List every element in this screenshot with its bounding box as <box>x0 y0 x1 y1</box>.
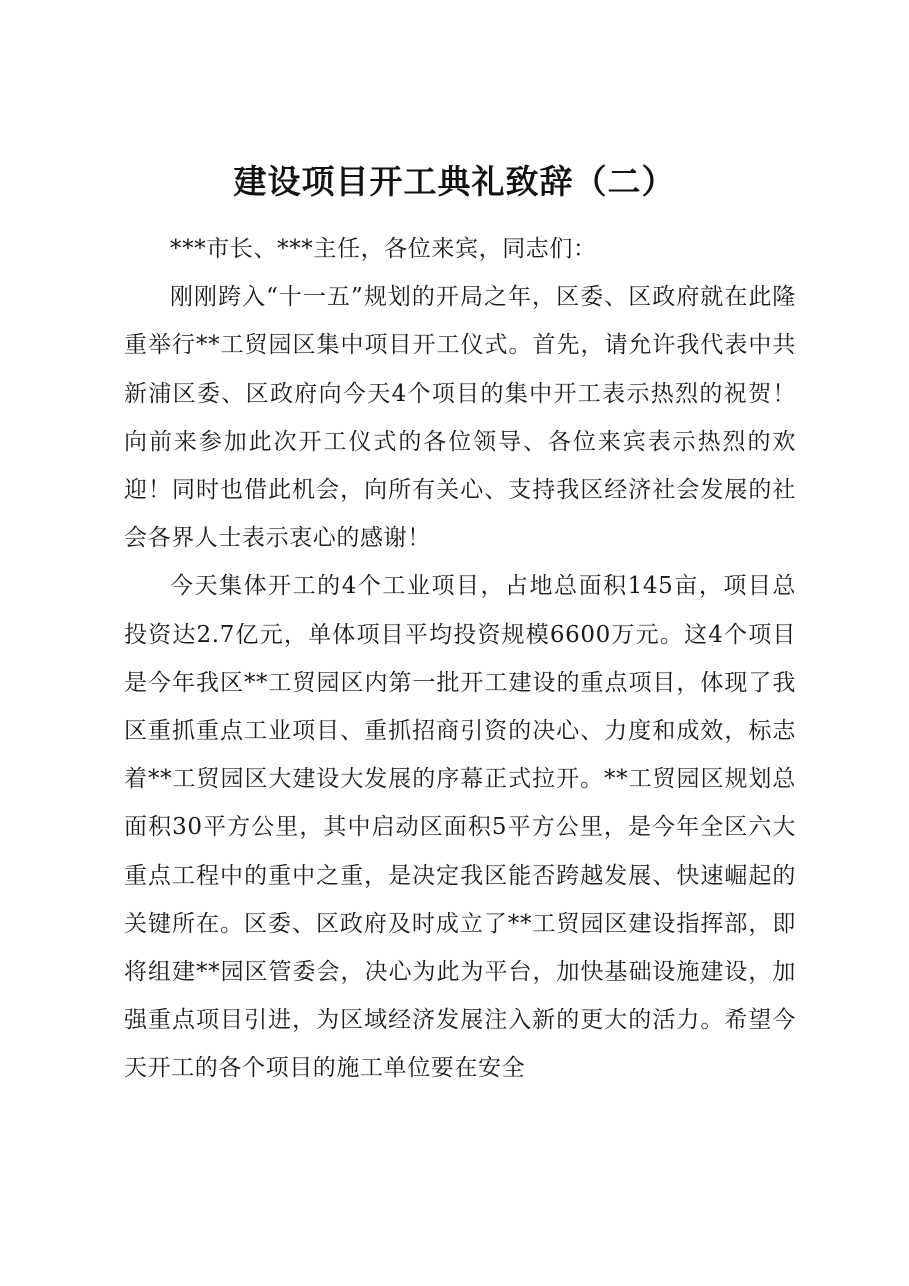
salutation: ***市长、***主任，各位来宾，同志们： <box>170 236 597 262</box>
paragraph-1: 刚刚跨入“十一五”规划的开局之年，区委、区政府就在此隆重举行**工贸园区集中项目开工仪式。首先，请允许我代表中共新浦区委、区政府向今天4个项目的集中开工表示热烈的祝贺！向前来参加此次开工仪式的各位领导、各位来宾表示热烈的欢迎！同时也借此机会，向所有关心、支持我区经济社会发展的社会各界人士表示衷心的感谢！ <box>124 284 796 552</box>
paragraph-2: 今天集体开工的4个工业项目，占地总面积145亩，项目总投资达2.7亿元，单体项目平均投资规模6600万元。这4个项目是今年我区**工贸园区内第一批开工建设的重点项目，体现了我区重抓重点工业项目、重抓招商引资的决心、力度和成效，标志着**工贸园区大建设大发展的序幕正式拉开。**工贸园区规划总面积30平方公里，其中启动区面积5平方公里，是今年全区六大重点工程中的重中之重，是决定我区能否跨越发展、快速崛起的关键所在。区委、区政府及时成立了**工贸园区建设指挥部，即将组建**园区管委会，决心为此为平台，加快基础设施建设，加强重点项目引进，为区域经济发展注入新的更大的活力。希望今天开工的各个项目的施工单位要在安全 <box>124 573 796 1082</box>
document-title: 建设项目开工典礼致辞（二） <box>233 162 676 201</box>
document-body <box>124 225 796 1093</box>
